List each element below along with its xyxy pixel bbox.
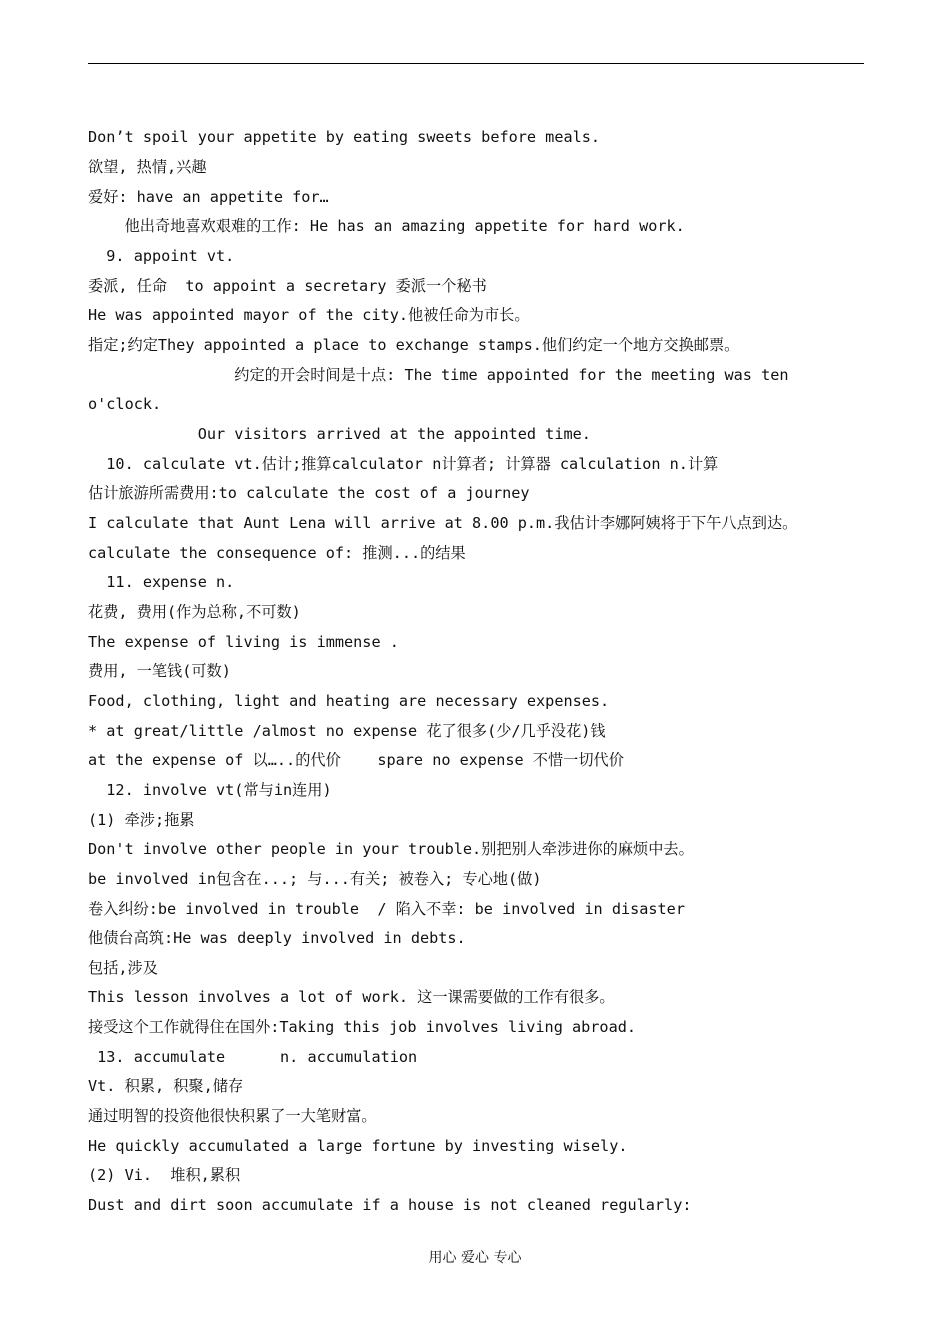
text-line-27: 卷入纠纷:be involved in trouble / 陷入不幸: be involved in disaster (88, 900, 685, 918)
text-line-3: 爱好: have an appetite for… (88, 188, 329, 206)
text-line-6: 委派, 任命 to appoint a secretary 委派一个秘书 (88, 277, 487, 295)
text-line-14: I calculate that Aunt Lena will arrive at 8.00 p.m.我估计李娜阿姨将于下午八点到达。 (88, 514, 798, 532)
text-line-18: The expense of living is immense . (88, 633, 399, 651)
text-line-24: (1) 牵涉;拖累 (88, 811, 195, 829)
text-line-28: 他债台高筑:He was deeply involved in debts. (88, 929, 466, 947)
text-line-30: This lesson involves a lot of work. 这一课需要做的工作有很多。 (88, 988, 615, 1006)
text-line-37: Dust and dirt soon accumulate if a house is not cleaned regularly: (88, 1196, 692, 1214)
text-line-34: 通过明智的投资他很快积累了一大笔财富。 (88, 1107, 377, 1125)
text-line-9: 约定的开会时间是十点: The time appointed for the meeting was ten (88, 366, 789, 384)
text-line-33: Vt. 积累, 积聚,储存 (88, 1077, 244, 1095)
text-line-10: o'clock. (88, 395, 162, 413)
text-line-11: Our visitors arrived at the appointed time. (88, 425, 591, 443)
entry-heading-appoint: 9. appoint vt. (88, 247, 235, 265)
entry-heading-accumulate: 13. accumulate n. accumulation (88, 1048, 418, 1066)
text-line-8: 指定;约定They appointed a place to exchange stamps.他们约定一个地方交换邮票。 (88, 336, 740, 354)
text-line-13: 估计旅游所需费用:to calculate the cost of a journey (88, 484, 530, 502)
entry-heading-calculate: 10. calculate vt.估计;推算calculator n计算者; 计算器 calculation n.计算 (88, 455, 719, 473)
text-line-29: 包括,涉及 (88, 959, 158, 977)
text-line-36: (2) Vi. 堆积,累积 (88, 1166, 241, 1184)
text-line-25: Don't involve other people in your trouble.别把别人牵涉进你的麻烦中去。 (88, 840, 694, 858)
text-line-35: He quickly accumulated a large fortune by investing wisely. (88, 1137, 628, 1155)
entry-heading-expense: 11. expense n. (88, 573, 235, 591)
text-line-26: be involved in包含在...; 与...有关; 被卷入; 专心地(做) (88, 870, 542, 888)
entry-heading-involve: 12. involve vt(常与in连用) (88, 781, 332, 799)
text-line-15: calculate the consequence of: 推测...的结果 (88, 544, 466, 562)
text-line-20: Food, clothing, light and heating are necessary expenses. (88, 692, 610, 710)
text-line-2: 欲望, 热情,兴趣 (88, 158, 207, 176)
text-line-21: * at great/little /almost no expense 花了很多(少/几乎没花)钱 (88, 722, 606, 740)
text-line-22: at the expense of 以…..的代价 spare no expense 不惜一切代价 (88, 751, 624, 769)
text-line-31: 接受这个工作就得住在国外:Taking this job involves living abroad. (88, 1018, 636, 1036)
header-rule (88, 63, 864, 64)
text-line-19: 费用, 一笔钱(可数) (88, 662, 231, 680)
text-line-1: Don’t spoil your appetite by eating sweets before meals. (88, 128, 601, 146)
text-line-7: He was appointed mayor of the city.他被任命为市长。 (88, 306, 530, 324)
text-line-4: 他出奇地喜欢艰难的工作: He has an amazing appetite for hard work. (88, 217, 685, 235)
page-footer: 用心 爱心 专心 (428, 1250, 522, 1266)
text-line-17: 花费, 费用(作为总称,不可数) (88, 603, 301, 621)
